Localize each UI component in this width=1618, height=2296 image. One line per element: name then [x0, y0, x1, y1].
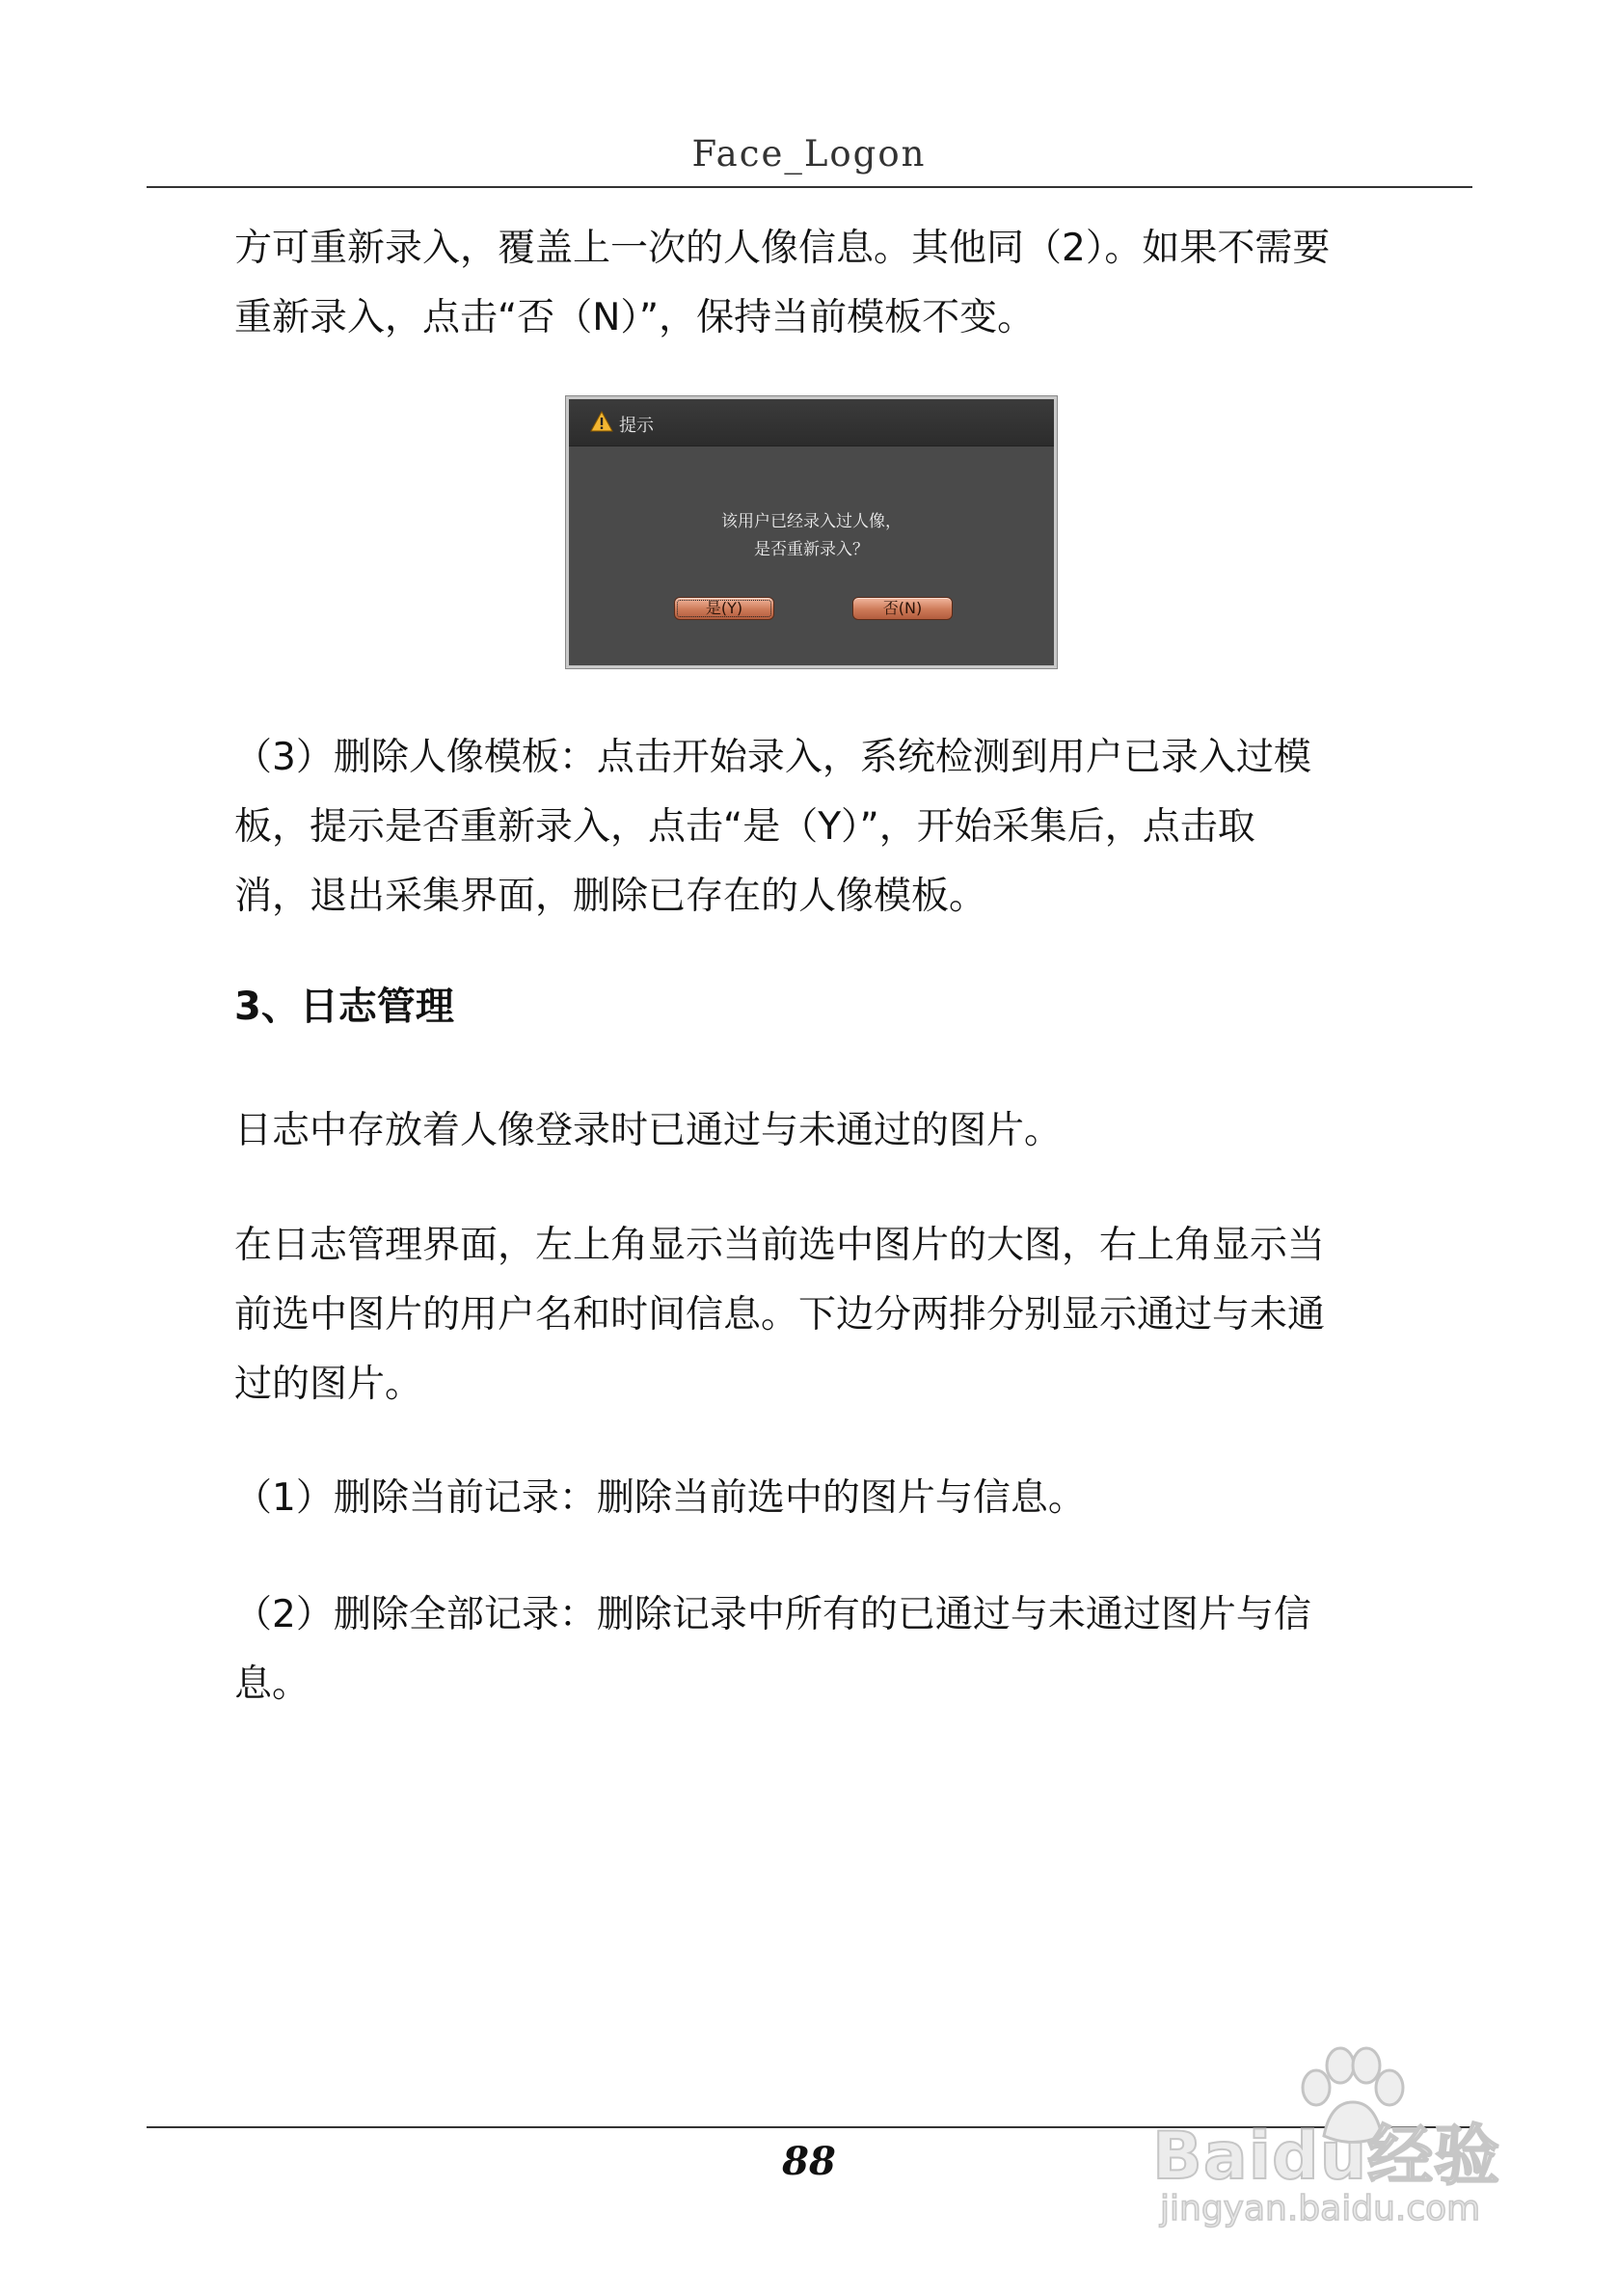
warning-icon: [590, 411, 613, 432]
paragraph-delete-current: [234, 1464, 1478, 1533]
text-line: 重新录入，点击“否（N）”，保持当前模板不变。: [234, 296, 1036, 339]
text-line: 在日志管理界面，左上角显示当前选中图片的大图，右上角显示当: [234, 1224, 1326, 1267]
confirm-dialog-screenshot: [566, 396, 1057, 668]
running-header-title: Face_Logon: [691, 133, 927, 175]
text-line: （2）删除全部记录：删除记录中所有的已通过与未通过图片与信: [234, 1593, 1311, 1636]
paragraph-log-ui: [234, 1211, 1478, 1419]
paragraph-log-intro: [234, 1096, 1478, 1166]
text-line: 方可重新录入，覆盖上一次的人像信息。其他同（2）。如果不需要: [234, 227, 1331, 270]
paragraph-delete-all: [234, 1580, 1478, 1719]
yes-button[interactable]: 是(Y): [674, 597, 774, 620]
no-button[interactable]: 否(N): [852, 597, 953, 620]
dialog-message: 该用户已经录入过人像，: [721, 512, 902, 531]
dialog-question: 是否重新录入？: [754, 540, 869, 559]
paragraph-continued: [234, 214, 1478, 353]
baidu-watermark: [1152, 2044, 1557, 2247]
watermark-site: jingyan.baidu.com: [1160, 2189, 1481, 2228]
text-line: 消，退出采集界面，删除已存在的人像模板。: [234, 875, 987, 918]
page-number: 88: [782, 2139, 836, 2184]
text-line: 板，提示是否重新录入，点击“是（Y）”，开始采集后，点击取: [234, 805, 1255, 849]
dialog-title: 提示: [619, 416, 654, 436]
text-line: （3）删除人像模板：点击开始录入，系统检测到用户已录入过模: [234, 736, 1311, 779]
text-line: 息。: [234, 1662, 310, 1706]
watermark-brand: Baidu经验: [1152, 2119, 1501, 2195]
text-line: 日志中存放着人像登录时已通过与未通过的图片。: [234, 1109, 1063, 1152]
text-line: （1）删除当前记录：删除当前选中的图片与信息。: [234, 1476, 1086, 1520]
text-line: 过的图片。: [234, 1363, 423, 1406]
header-rule: [147, 186, 1472, 188]
dialog-titlebar: [569, 399, 1054, 446]
section-heading: 3、日志管理: [234, 985, 454, 1029]
paragraph-delete-template: [234, 723, 1478, 932]
text-line: 前选中图片的用户名和时间信息。下边分两排分别显示通过与未通: [234, 1293, 1326, 1337]
